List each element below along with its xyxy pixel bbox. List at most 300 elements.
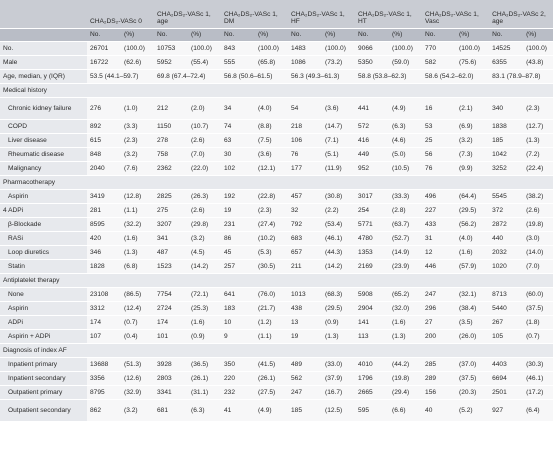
percent-cell: (19.8): [389, 372, 422, 386]
subheader-count: No.: [154, 29, 188, 42]
count-cell: 34: [221, 98, 255, 120]
percent-cell: (6.8): [121, 260, 154, 274]
percent-cell: (36.5): [188, 358, 221, 372]
count-cell: 107: [87, 330, 121, 344]
count-cell: 5952: [154, 56, 188, 70]
percent-cell: (7.0): [188, 148, 221, 162]
count-cell: 657: [288, 246, 322, 260]
percent-cell: (7.6): [121, 162, 154, 176]
count-cell: 2040: [87, 162, 121, 176]
percent-cell: (37.5): [456, 372, 489, 386]
percent-cell: (33.3): [389, 190, 422, 204]
percent-cell: (3.5): [456, 316, 489, 330]
percent-cell: (100.0): [121, 42, 154, 56]
count-cell: 681: [154, 400, 188, 422]
count-cell: 285: [422, 358, 456, 372]
count-cell: 40: [422, 400, 456, 422]
row-label: Loop diuretics: [0, 246, 87, 260]
percent-cell: (22.4): [523, 162, 553, 176]
count-cell: 341: [154, 232, 188, 246]
count-cell: 487: [154, 246, 188, 260]
count-cell: 2501: [489, 386, 523, 400]
section-title: Diagnosis of index AF: [0, 344, 553, 358]
subheader-percent: (%): [322, 29, 355, 42]
count-cell: 13: [288, 316, 322, 330]
count-cell: 3928: [154, 358, 188, 372]
count-cell: 30: [221, 148, 255, 162]
count-cell: 572: [355, 120, 389, 134]
count-cell: 185: [288, 400, 322, 422]
percent-cell: (5.2): [456, 400, 489, 422]
count-cell: 25: [422, 134, 456, 148]
count-cell: 27: [422, 316, 456, 330]
percent-cell: (2.6): [523, 204, 553, 218]
percent-cell: (32.1): [456, 288, 489, 302]
percent-cell: (76.0): [255, 288, 288, 302]
table-row: [0, 148, 553, 162]
table-body: [0, 42, 553, 422]
row-label: Inpatient primary: [0, 358, 87, 372]
count-cell: 54: [288, 98, 322, 120]
count-cell: 2362: [154, 162, 188, 176]
percent-cell: (1.3): [322, 330, 355, 344]
count-cell: 63: [221, 134, 255, 148]
column-header: CHA₂DS₂-VASc 1, HT: [355, 0, 422, 29]
count-cell: 2825: [154, 190, 188, 204]
count-cell: 7754: [154, 288, 188, 302]
count-cell: 174: [154, 316, 188, 330]
count-cell: 5440: [489, 302, 523, 316]
count-cell: 1483: [288, 42, 322, 56]
count-cell: 76: [422, 162, 456, 176]
percent-cell: (60.0): [523, 288, 553, 302]
table-row: [0, 204, 553, 218]
percent-cell: (3.2): [456, 134, 489, 148]
subheader-count: No.: [288, 29, 322, 42]
count-cell: 76: [288, 148, 322, 162]
percent-cell: (46.1): [322, 232, 355, 246]
count-cell: 86: [221, 232, 255, 246]
row-label: Male: [0, 56, 87, 70]
count-cell: 1796: [355, 372, 389, 386]
percent-cell: (30.3): [523, 358, 553, 372]
count-cell: 8713: [489, 288, 523, 302]
percent-cell: (6.6): [389, 400, 422, 422]
percent-cell: (57.9): [456, 260, 489, 274]
percent-cell: (32.0): [389, 302, 422, 316]
section-header-row: [0, 344, 553, 358]
percent-cell: (0.7): [523, 330, 553, 344]
count-cell: 8795: [87, 386, 121, 400]
count-cell: 45: [221, 246, 255, 260]
count-cell: 1020: [489, 260, 523, 274]
count-cell: 14525: [489, 42, 523, 56]
percent-cell: (56.2): [456, 218, 489, 232]
count-cell: 257: [221, 260, 255, 274]
count-cell: 615: [87, 134, 121, 148]
count-cell: 927: [489, 400, 523, 422]
count-cell: 106: [288, 134, 322, 148]
percent-cell: (27.4): [255, 218, 288, 232]
median-iqr-cell: 53.5 (44.1–59.7): [87, 70, 154, 84]
percent-cell: (100.0): [322, 42, 355, 56]
count-cell: 13688: [87, 358, 121, 372]
percent-cell: (17.2): [523, 386, 553, 400]
percent-cell: (3.2): [121, 148, 154, 162]
percent-cell: (62.6): [121, 56, 154, 70]
column-header: CHA₂DS₂-VASc 1, Vasc: [422, 0, 489, 29]
row-label: Outpatient primary: [0, 386, 87, 400]
count-cell: 185: [489, 134, 523, 148]
percent-cell: (72.1): [188, 288, 221, 302]
count-cell: 232: [221, 386, 255, 400]
percent-cell: (23.9): [389, 260, 422, 274]
percent-cell: (53.4): [322, 218, 355, 232]
count-cell: 4780: [355, 232, 389, 246]
percent-cell: (44.2): [389, 358, 422, 372]
subheader-percent: (%): [188, 29, 221, 42]
percent-cell: (7.1): [322, 134, 355, 148]
percent-cell: (29.8): [188, 218, 221, 232]
percent-cell: (4.6): [389, 134, 422, 148]
percent-cell: (3.6): [322, 98, 355, 120]
count-cell: 489: [288, 358, 322, 372]
count-cell: 2169: [355, 260, 389, 274]
percent-cell: (1.2): [255, 316, 288, 330]
count-cell: 2872: [489, 218, 523, 232]
table-row: [0, 358, 553, 372]
percent-cell: (12.7): [523, 120, 553, 134]
percent-cell: (37.9): [322, 372, 355, 386]
percent-cell: (68.3): [322, 288, 355, 302]
column-header: CHA₂DS₂-VASc 2, age: [489, 0, 553, 29]
percent-cell: (0.9): [322, 316, 355, 330]
percent-cell: (0.7): [121, 316, 154, 330]
count-cell: 156: [422, 386, 456, 400]
percent-cell: (16.7): [322, 386, 355, 400]
count-cell: 952: [355, 162, 389, 176]
count-cell: 9066: [355, 42, 389, 56]
subheader-count: No.: [489, 29, 523, 42]
percent-cell: (14.2): [188, 260, 221, 274]
percent-cell: (1.3): [523, 134, 553, 148]
count-cell: 10: [221, 316, 255, 330]
count-cell: 449: [355, 148, 389, 162]
percent-cell: (26.0): [456, 330, 489, 344]
percent-cell: (4.9): [389, 98, 422, 120]
table-row: [0, 316, 553, 330]
column-header: CHA₂DS₂-VASc 0: [87, 0, 154, 29]
count-cell: 372: [489, 204, 523, 218]
percent-cell: (44.3): [322, 246, 355, 260]
count-cell: 346: [87, 246, 121, 260]
row-label: Aspirin + ADPi: [0, 330, 87, 344]
count-cell: 220: [221, 372, 255, 386]
table-row: [0, 42, 553, 56]
median-iqr-cell: 83.1 (78.9–87.8): [489, 70, 553, 84]
corner-cell: [0, 29, 87, 42]
count-cell: 433: [422, 218, 456, 232]
count-cell: 1523: [154, 260, 188, 274]
percent-cell: (14.0): [523, 246, 553, 260]
percent-cell: (22.8): [255, 190, 288, 204]
count-cell: 3252: [489, 162, 523, 176]
count-cell: 113: [355, 330, 389, 344]
count-cell: 267: [489, 316, 523, 330]
percent-cell: (6.3): [188, 400, 221, 422]
percent-cell: (12.4): [121, 302, 154, 316]
row-label: Outpatient secondary: [0, 400, 87, 422]
percent-cell: (11.9): [322, 162, 355, 176]
count-cell: 6694: [489, 372, 523, 386]
count-cell: 5350: [355, 56, 389, 70]
count-cell: 23108: [87, 288, 121, 302]
table-row: [0, 246, 553, 260]
percent-cell: (51.3): [121, 358, 154, 372]
count-cell: 247: [422, 288, 456, 302]
percent-cell: (73.2): [322, 56, 355, 70]
percent-cell: (63.7): [389, 218, 422, 232]
count-cell: 848: [87, 148, 121, 162]
percent-cell: (31.1): [188, 386, 221, 400]
count-cell: 1086: [288, 56, 322, 70]
count-cell: 562: [288, 372, 322, 386]
percent-cell: (3.6): [255, 148, 288, 162]
count-cell: 289: [422, 372, 456, 386]
count-cell: 200: [422, 330, 456, 344]
percent-cell: (64.4): [456, 190, 489, 204]
row-label: COPD: [0, 120, 87, 134]
median-iqr-cell: 58.6 (54.2–62.0): [422, 70, 489, 84]
percent-cell: (3.0): [523, 232, 553, 246]
percent-cell: (1.6): [188, 316, 221, 330]
percent-cell: (7.5): [255, 134, 288, 148]
count-cell: 1042: [489, 148, 523, 162]
count-cell: 254: [355, 204, 389, 218]
percent-cell: (20.3): [456, 386, 489, 400]
table-row: [0, 190, 553, 204]
count-cell: 758: [154, 148, 188, 162]
count-cell: 101: [154, 330, 188, 344]
percent-cell: (55.4): [188, 56, 221, 70]
row-label: Inpatient secondary: [0, 372, 87, 386]
count-cell: 683: [288, 232, 322, 246]
row-label: Rheumatic disease: [0, 148, 87, 162]
percent-cell: (2.3): [255, 204, 288, 218]
count-cell: 74: [221, 120, 255, 134]
table-row: [0, 372, 553, 386]
count-cell: 3207: [154, 218, 188, 232]
percent-cell: (10.2): [255, 232, 288, 246]
count-cell: 457: [288, 190, 322, 204]
percent-cell: (2.0): [188, 98, 221, 120]
percent-cell: (100.0): [456, 42, 489, 56]
count-cell: 3341: [154, 386, 188, 400]
percent-cell: (52.7): [389, 232, 422, 246]
count-cell: 350: [221, 358, 255, 372]
percent-cell: (1.6): [456, 246, 489, 260]
count-cell: 641: [221, 288, 255, 302]
count-cell: 3312: [87, 302, 121, 316]
percent-cell: (7.0): [523, 260, 553, 274]
count-cell: 141: [355, 316, 389, 330]
count-cell: 496: [422, 190, 456, 204]
table-row: [0, 162, 553, 176]
percent-cell: (2.1): [456, 98, 489, 120]
table-row: [0, 400, 553, 422]
percent-cell: (25.3): [188, 302, 221, 316]
percent-cell: (7.2): [523, 148, 553, 162]
count-cell: 2803: [154, 372, 188, 386]
count-cell: 446: [422, 260, 456, 274]
count-cell: 183: [221, 302, 255, 316]
percent-cell: (4.5): [188, 246, 221, 260]
percent-cell: (8.8): [255, 120, 288, 134]
table-row: [0, 302, 553, 316]
percent-cell: (10.5): [389, 162, 422, 176]
count-cell: 440: [489, 232, 523, 246]
count-cell: 441: [355, 98, 389, 120]
percent-cell: (32.2): [121, 218, 154, 232]
row-label: Liver disease: [0, 134, 87, 148]
percent-cell: (65.2): [389, 288, 422, 302]
count-cell: 1150: [154, 120, 188, 134]
median-iqr-cell: 58.8 (53.8–62.3): [355, 70, 422, 84]
count-cell: 6355: [489, 56, 523, 70]
percent-cell: (59.0): [389, 56, 422, 70]
percent-cell: (14.2): [322, 260, 355, 274]
percent-cell: (1.6): [389, 316, 422, 330]
table-row: [0, 134, 553, 148]
count-cell: 843: [221, 42, 255, 56]
count-cell: 420: [87, 232, 121, 246]
percent-cell: (75.6): [456, 56, 489, 70]
percent-cell: (6.4): [523, 400, 553, 422]
median-iqr-cell: 56.8 (50.6–61.5): [221, 70, 288, 84]
table-row: [0, 70, 553, 84]
section-header-row: [0, 176, 553, 190]
count-cell: 281: [87, 204, 121, 218]
count-cell: 16722: [87, 56, 121, 70]
percent-cell: (5.1): [322, 148, 355, 162]
percent-cell: (38.2): [523, 190, 553, 204]
count-cell: 792: [288, 218, 322, 232]
column-subheader-row: [0, 29, 553, 42]
count-cell: 218: [288, 120, 322, 134]
percent-cell: (32.9): [121, 386, 154, 400]
percent-cell: (30.8): [322, 190, 355, 204]
count-cell: 1838: [489, 120, 523, 134]
row-label: Age, median, y (IQR): [0, 70, 87, 84]
row-label: Aspirin: [0, 190, 87, 204]
count-cell: 1353: [355, 246, 389, 260]
count-cell: 19: [221, 204, 255, 218]
count-cell: 2665: [355, 386, 389, 400]
count-cell: 53: [422, 120, 456, 134]
count-cell: 231: [221, 218, 255, 232]
row-label: Aspirin: [0, 302, 87, 316]
percent-cell: (27.5): [255, 386, 288, 400]
row-label: 4 ADPi: [0, 204, 87, 218]
column-title-row: [0, 0, 553, 29]
column-header: CHA₂DS₂-VASc 1, DM: [221, 0, 288, 29]
percent-cell: (0.9): [188, 330, 221, 344]
percent-cell: (1.6): [121, 232, 154, 246]
subheader-percent: (%): [121, 29, 154, 42]
count-cell: 276: [87, 98, 121, 120]
count-cell: 595: [355, 400, 389, 422]
count-cell: 4010: [355, 358, 389, 372]
table-row: [0, 260, 553, 274]
percent-cell: (2.3): [121, 134, 154, 148]
count-cell: 41: [221, 400, 255, 422]
count-cell: 5545: [489, 190, 523, 204]
count-cell: 247: [288, 386, 322, 400]
count-cell: 105: [489, 330, 523, 344]
table-row: [0, 98, 553, 120]
percent-cell: (12.6): [121, 372, 154, 386]
percent-cell: (7.3): [456, 148, 489, 162]
count-cell: 212: [154, 98, 188, 120]
count-cell: 1013: [288, 288, 322, 302]
count-cell: 582: [422, 56, 456, 70]
percent-cell: (26.1): [255, 372, 288, 386]
count-cell: 12: [422, 246, 456, 260]
percent-cell: (12.5): [322, 400, 355, 422]
column-header: CHA₂DS₂-VASc 1, age: [154, 0, 221, 29]
percent-cell: (29.4): [389, 386, 422, 400]
count-cell: 555: [221, 56, 255, 70]
count-cell: 5908: [355, 288, 389, 302]
percent-cell: (0.4): [121, 330, 154, 344]
corner-cell: [0, 0, 87, 29]
percent-cell: (12.1): [255, 162, 288, 176]
percent-cell: (1.0): [121, 98, 154, 120]
count-cell: 26701: [87, 42, 121, 56]
row-label: ADPi: [0, 316, 87, 330]
count-cell: 8595: [87, 218, 121, 232]
table-row: [0, 288, 553, 302]
count-cell: 862: [87, 400, 121, 422]
row-label: β-Blockade: [0, 218, 87, 232]
subheader-count: No.: [87, 29, 121, 42]
percent-cell: (3.2): [188, 232, 221, 246]
count-cell: 56: [422, 148, 456, 162]
percent-cell: (6.3): [389, 120, 422, 134]
table-row: [0, 386, 553, 400]
table-row: [0, 120, 553, 134]
percent-cell: (2.8): [389, 204, 422, 218]
subheader-percent: (%): [523, 29, 553, 42]
count-cell: 19: [288, 330, 322, 344]
percent-cell: (43.8): [523, 56, 553, 70]
count-cell: 10753: [154, 42, 188, 56]
count-cell: 227: [422, 204, 456, 218]
percent-cell: (46.1): [523, 372, 553, 386]
count-cell: 275: [154, 204, 188, 218]
percent-cell: (29.5): [322, 302, 355, 316]
percent-cell: (1.8): [523, 316, 553, 330]
percent-cell: (100.0): [255, 42, 288, 56]
column-header: CHA₂DS₂-VASc 1, HF: [288, 0, 355, 29]
percent-cell: (2.2): [322, 204, 355, 218]
subheader-count: No.: [422, 29, 456, 42]
percent-cell: (37.5): [523, 302, 553, 316]
count-cell: 102: [221, 162, 255, 176]
percent-cell: (4.0): [255, 98, 288, 120]
percent-cell: (3.3): [121, 120, 154, 134]
section-header-row: [0, 84, 553, 98]
